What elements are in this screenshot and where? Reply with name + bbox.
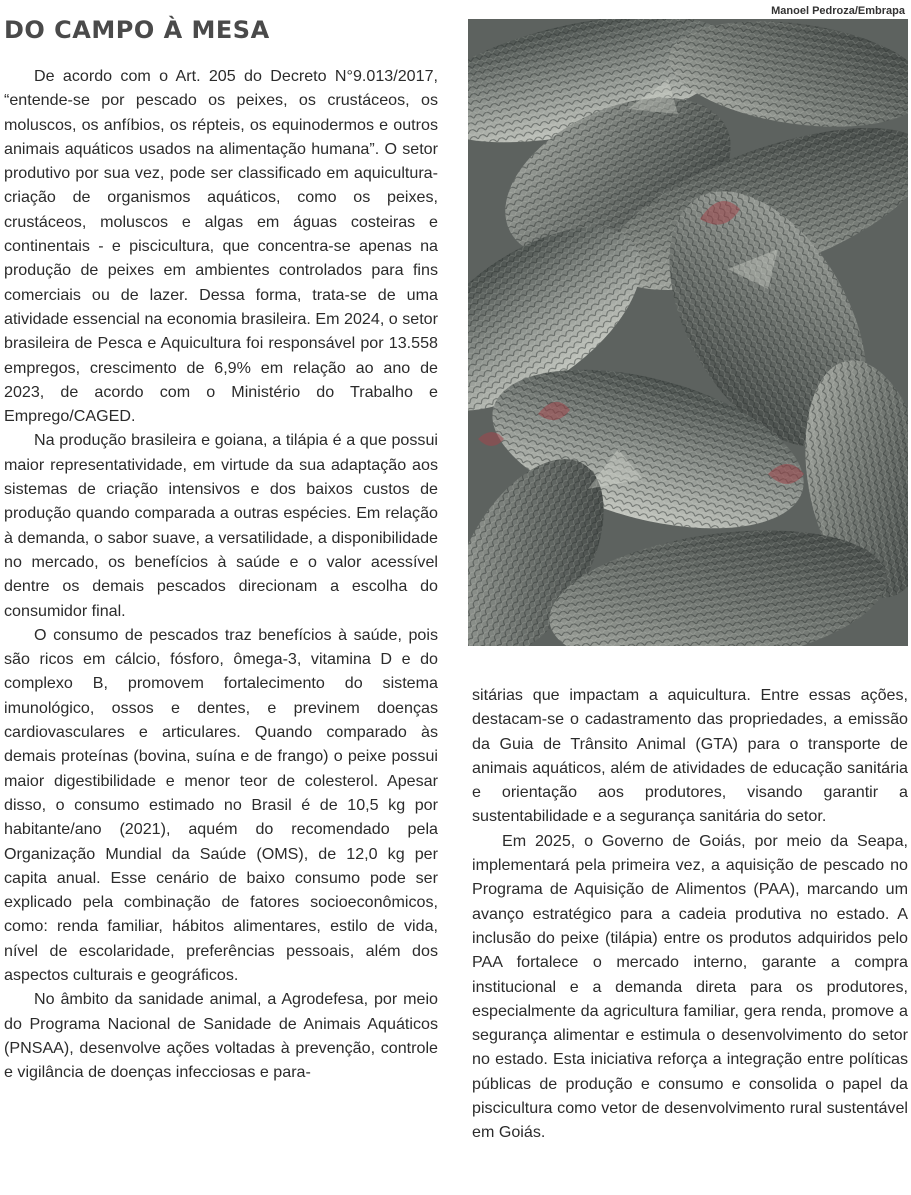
article-left-column [4, 64, 438, 1084]
paragraph-paa-2025: Em 2025, o Governo de Goiás, por meio da Seapa, implementará pela primeira vez, a aquisição de pescado no Programa de Aquisição de Alimentos (PAA), marcando um avanço estratégico para a cadeia produtiva no estado. A inclusão do peixe (tilápia) entre os produtos adquiridos pelo PAA fortalece o mercado interno, garante a compra institucional e a demanda direta para os produtores, especialmente da agricultura familiar, gera renda, promove a segurança alimentar e estimula o desenvolvimento do setor no estado. Esta iniciativa reforça a integração entre políticas públicas de produção e consumo e consolida o papel da piscicultura como vetor de desenvolvimento rural sustentável em Goiás. [472, 831, 908, 1142]
fish-pile-icon [468, 19, 908, 646]
photo-credit: Manoel Pedroza/Embrapa [771, 5, 905, 17]
paragraph-sanidade: No âmbito da sanidade animal, a Agrodefesa, por meio do Programa Nacional de Sanidade de Animais Aquáticos (PNSAA), desenvolve ações voltadas à prevenção, controle e vigilância de doenças infecciosas e para- [4, 990, 438, 1082]
paragraph-sanidade-continued: sitárias que impactam a aquicultura. Entre essas ações, destacam-se o cadastramento das propriedades, a emissão da Guia de Trânsito Animal (GTA) para o transporte de animais aquáticos, além de atividades de educação sanitária e orientação aos produtores, visando garantir a sustentabilidade e a segurança sanitária do setor. [472, 686, 908, 826]
article-right-column [472, 683, 908, 1145]
tilapia-fish-photo [468, 19, 908, 646]
paragraph-consumo: O consumo de pescados traz benefícios à saúde, pois são ricos em cálcio, fósforo, ômega-3, vitamina D e do complexo B, promovem fortalecimento do sistema imunológico, ossos e dentes, e previnem doenças cardiovasculares e articulares. Quando comparado às demais proteínas (bovina, suína e de frango) o peixe possui maior digestibilidade e menor teor de colesterol. Apesar disso, o consumo estimado no Brasil é de 10,5 kg por habitante/ano (2021), aquém do recomendado pela Organização Mundial da Saúde (OMS), de 12,0 kg per capita anual. Esse cenário de baixo consumo pode ser explicado pela combinação de fatores socioeconômicos, como: renda familiar, hábitos alimentares, estilo de vida, nível de escolaridade, preferências pessoais, além dos aspectos culturais e geográficos. [4, 625, 438, 984]
fish-shapes [468, 19, 908, 646]
page-title: DO CAMPO À MESA [4, 16, 270, 44]
paragraph-pescado-definition: De acordo com o Art. 205 do Decreto N°9.013/2017, “entende-se por pescado os peixes, os crustáceos, os moluscos, os anfíbios, os répteis, os equinodermos e outros animais aquáticos usados na alimentação humana”. O setor produtivo por sua vez, pode ser classificado em aquicultura- criação de organismos aquáticos, como os peixes, crustáceos, moluscos e algas em águas costeiras e continentais - e piscicultura, que concentra-se apenas na produção de peixes em ambientes controlados para fins comerciais ou de lazer. Dessa forma, trata-se de uma atividade essencial na economia brasileira. Em 2024, o setor brasileira de Pesca e Aquicultura foi responsável por 13.558 empregos, crescimento de 6,9% em relação ao ano de 2023, de acordo com o Ministério do Trabalho e Emprego/CAGED. [4, 67, 438, 426]
paragraph-tilapia: Na produção brasileira e goiana, a tilápia é a que possui maior representatividade, em virtude da sua adaptação aos sistemas de criação intensivos e dos baixos custos de produção quando comparada a outras espécies. Em relação à demanda, o sabor suave, a versatilidade, a disponibilidade no mercado, os benefícios à saúde e o valor acessível dentre os demais pescados direcionam a escolha do consumidor final. [4, 431, 438, 620]
